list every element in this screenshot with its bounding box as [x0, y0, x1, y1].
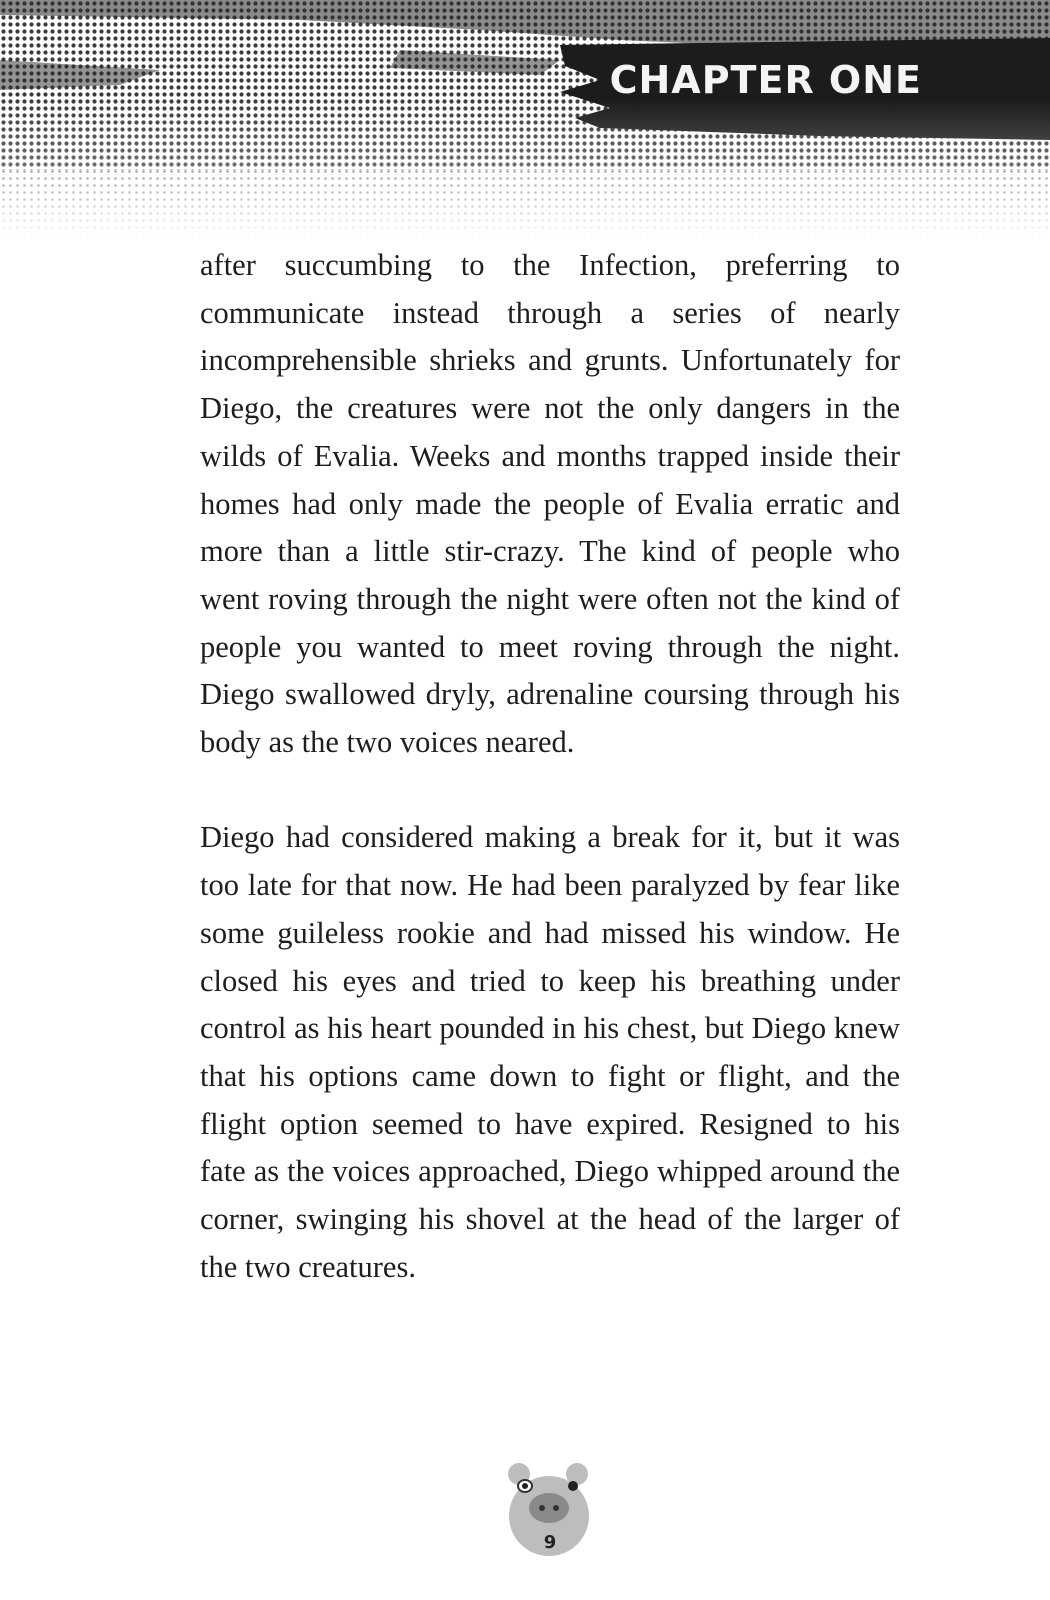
paragraph: Diego had considered making a break for it, but it was too late for that now. He had been paralyzed by fear like some guileless rookie and had missed his window. He closed his eyes and tried to keep his breathing under control as his heart pounded in his chest, but Diego knew that his options came down to fight or flight, and the flight option seemed to have expired. Resigned to his fate as the voices approached, Diego whipped around the corner, swinging his shovel at the head of the larger of the two creatures. — [200, 820, 900, 1284]
page-number: 9 — [543, 1532, 557, 1553]
chapter-title: CHAPTER ONE — [609, 58, 922, 102]
body-text — [200, 242, 900, 1291]
halftone-banner-art — [0, 0, 1050, 240]
chapter-header — [0, 0, 1050, 240]
page-number-badge — [505, 1460, 595, 1560]
paragraph: after succumbing to the Infection, preferring to communicate instead through a series of nearly incomprehensible shrieks and grunts. Unfortunately for Diego, the creatures were not the only dangers in the wilds of Evalia. Weeks and months trapped inside their homes had only made the people of Evalia erratic and more than a little stir-crazy. The kind of people who went roving through the night were often not the kind of people you wanted to meet roving through the night. Diego swallowed dryly, adrenaline coursing through his body as the two voices neared. — [200, 248, 900, 760]
